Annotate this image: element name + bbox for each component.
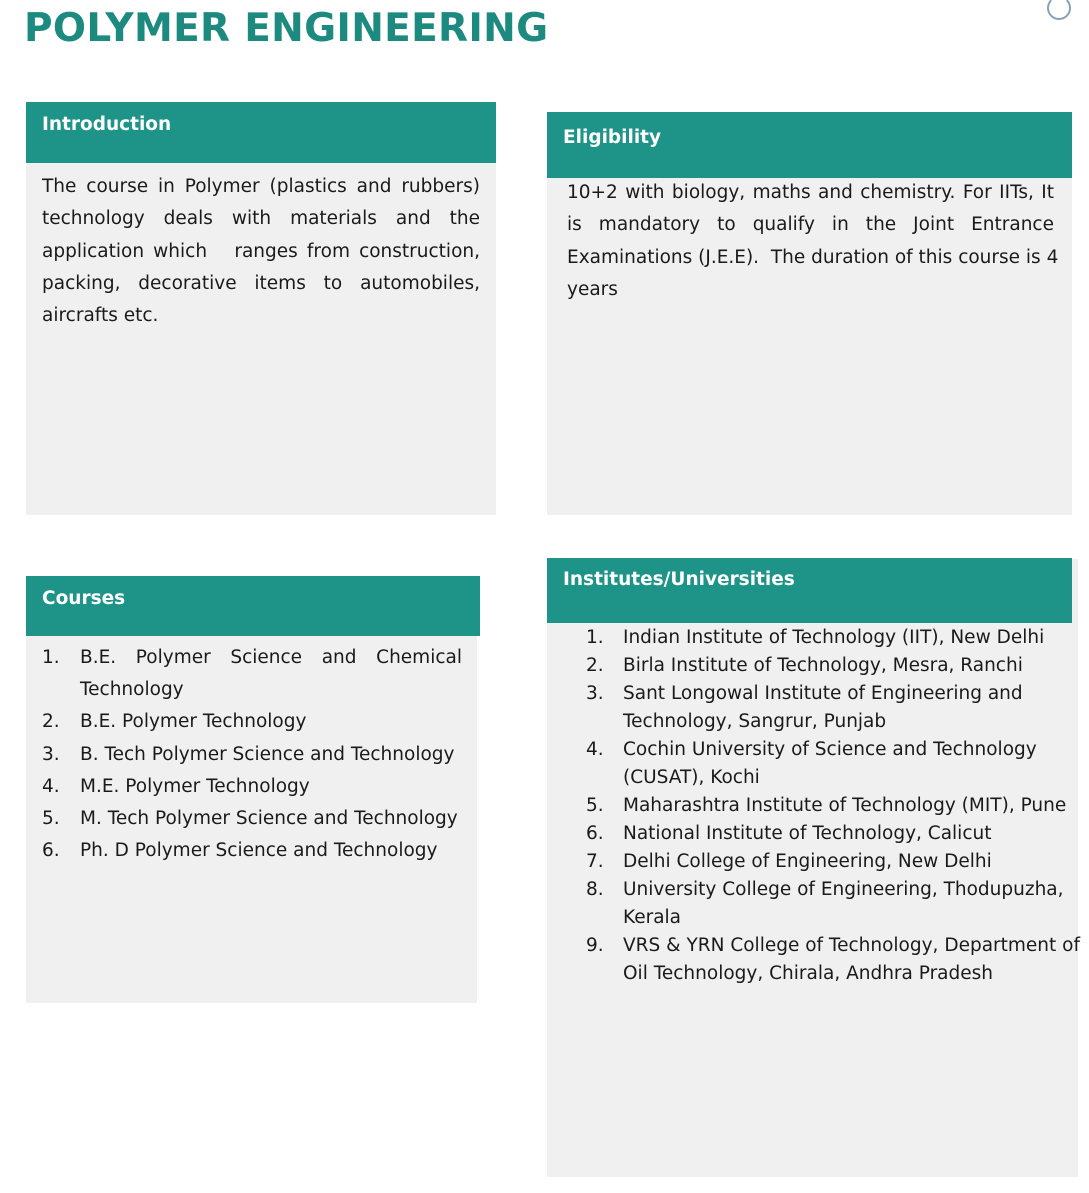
list-item bbox=[42, 803, 462, 835]
page-title: POLYMER ENGINEERING bbox=[24, 6, 549, 51]
list-number: 6. bbox=[586, 823, 604, 844]
list-item-line: (CUSAT), Kochi bbox=[623, 767, 760, 788]
list-item bbox=[586, 876, 1086, 932]
list-item bbox=[42, 835, 462, 867]
institutes-list bbox=[586, 624, 1086, 988]
eligibility-line: is mandatory to qualify in the Joint Entrance bbox=[567, 214, 1054, 236]
list-number: 7. bbox=[586, 851, 604, 872]
introduction-line: packing, decorative items to automobiles, bbox=[42, 272, 480, 294]
list-item-line: University College of Engineering, Thodupuzha, bbox=[623, 879, 1064, 900]
list-item bbox=[42, 706, 462, 738]
eligibility-line: years bbox=[567, 278, 618, 300]
list-item-line: Maharashtra Institute of Technology (MIT), Pune bbox=[623, 795, 1067, 816]
list-item bbox=[586, 680, 1086, 736]
list-item bbox=[42, 642, 462, 706]
list-number: 1. bbox=[586, 627, 604, 648]
list-number: 4. bbox=[42, 775, 60, 797]
list-number: 5. bbox=[42, 808, 60, 830]
list-item bbox=[586, 736, 1086, 792]
list-item bbox=[42, 739, 462, 771]
corner-circle-icon bbox=[1047, 0, 1071, 20]
courses-heading-label: Courses bbox=[42, 588, 126, 609]
list-item-line: National Institute of Technology, Calicut bbox=[623, 823, 992, 844]
institutes-heading bbox=[547, 558, 1072, 623]
list-number: 4. bbox=[586, 739, 604, 760]
eligibility-heading-label: Eligibility bbox=[563, 127, 662, 148]
list-item-line: Sant Longowal Institute of Engineering and bbox=[623, 683, 1023, 704]
list-item bbox=[586, 932, 1086, 988]
list-item bbox=[586, 820, 1086, 848]
introduction-heading-label: Introduction bbox=[42, 114, 172, 135]
list-number: 8. bbox=[586, 879, 604, 900]
list-item-line: Ph. D Polymer Science and Technology bbox=[80, 840, 438, 862]
list-number: 1. bbox=[42, 647, 60, 668]
list-item-line: B.E. Polymer Science and Chemical bbox=[80, 647, 462, 668]
list-item bbox=[586, 792, 1086, 820]
eligibility-line: 10+2 with biology, maths and chemistry. For IITs, It bbox=[567, 182, 1054, 203]
list-number: 2. bbox=[586, 655, 604, 676]
courses-heading bbox=[26, 576, 480, 636]
list-number: 3. bbox=[42, 743, 60, 765]
list-item-line: M.E. Polymer Technology bbox=[80, 775, 310, 797]
introduction-line: aircrafts etc. bbox=[42, 305, 159, 327]
list-item-line: Technology, Sangrur, Punjab bbox=[623, 711, 887, 732]
introduction-heading bbox=[26, 102, 496, 163]
list-number: 6. bbox=[42, 840, 60, 862]
list-number: 9. bbox=[586, 935, 604, 956]
list-number: 3. bbox=[586, 683, 604, 704]
courses-list bbox=[42, 642, 462, 867]
introduction-line: application which ranges from construction, bbox=[42, 240, 480, 262]
list-number: 2. bbox=[42, 711, 60, 733]
list-number: 5. bbox=[586, 795, 604, 816]
eligibility-heading bbox=[547, 112, 1072, 178]
introduction-line: technology deals with materials and the bbox=[42, 208, 480, 230]
list-item-line: VRS & YRN College of Technology, Department of bbox=[623, 935, 1080, 956]
list-item-line: Oil Technology, Chirala, Andhra Pradesh bbox=[623, 963, 994, 984]
list-item-line: Kerala bbox=[623, 907, 682, 928]
list-item bbox=[586, 652, 1086, 680]
eligibility-line: Examinations (J.E.E). The duration of this course is 4 bbox=[567, 246, 1059, 268]
list-item bbox=[586, 624, 1086, 652]
institutes-heading-label: Institutes/Universities bbox=[563, 569, 795, 590]
list-item-line: B. Tech Polymer Science and Technology bbox=[80, 743, 455, 765]
list-item-line: B.E. Polymer Technology bbox=[80, 711, 307, 733]
eligibility-text bbox=[567, 177, 1059, 306]
list-item bbox=[586, 848, 1086, 876]
list-item-line: Delhi College of Engineering, New Delhi bbox=[623, 851, 992, 872]
introduction-text bbox=[42, 171, 480, 332]
list-item-line: Birla Institute of Technology, Mesra, Ranchi bbox=[623, 655, 1023, 676]
list-item-line: Indian Institute of Technology (IIT), New Delhi bbox=[623, 627, 1045, 648]
list-item bbox=[42, 771, 462, 803]
list-item-line: M. Tech Polymer Science and Technology bbox=[80, 808, 458, 830]
list-item-line: Technology bbox=[80, 679, 184, 701]
introduction-line: The course in Polymer (plastics and rubbers) bbox=[42, 176, 480, 197]
list-item-line: Cochin University of Science and Technology bbox=[623, 739, 1037, 760]
